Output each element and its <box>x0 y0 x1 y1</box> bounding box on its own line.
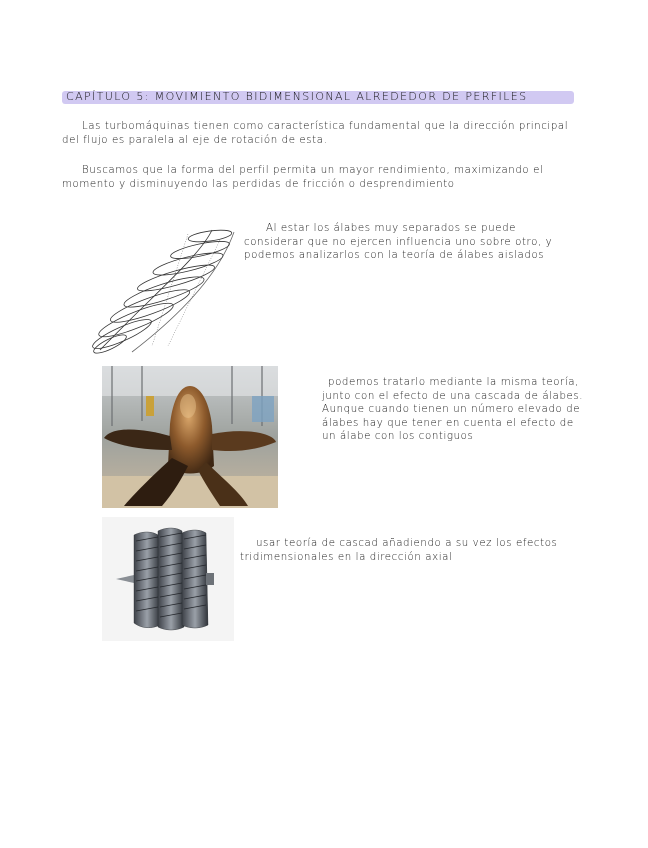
chapter-title-block <box>62 88 582 106</box>
paragraph-intro: Las turbomáquinas tienen como característica fundamental que la dirección principal del flujo es paralela al eje de rotación de esta. <box>62 121 569 146</box>
paragraph-axial-3d: usar teoría de cascad añadiendo a su vez los efectos tridimensionales en la dirección axial <box>240 538 558 563</box>
paragraph-isolated-blades: Al estar los álabes muy separados se puede considerar que no ejercen influencia uno sobre otro, y podemos analizarlos con la teoría de álabes aislados <box>244 223 553 261</box>
paragraph-goal: Buscamos que la forma del perfil permita un mayor rendimiento, maximizando el momento y disminuyendo las perdidas de fricción o desprendimiento <box>62 165 544 190</box>
helical-blade-sketch-icon <box>92 226 242 354</box>
ship-propeller-photo-icon <box>102 366 278 508</box>
multistage-axial-rotor-icon <box>102 517 234 641</box>
chapter-title: CAPÍTULO 5: MOVIMIENTO BIDIMENSIONAL ALREDEDOR DE PERFILES <box>66 90 528 103</box>
paragraph-cascade: podemos tratarlo mediante la misma teoría, junto con el efecto de una cascada de álabes. Aunque cuando tienen un número elevado de álabes hay que tener en cuenta el efecto de un álabe con los contiguos <box>322 377 584 442</box>
